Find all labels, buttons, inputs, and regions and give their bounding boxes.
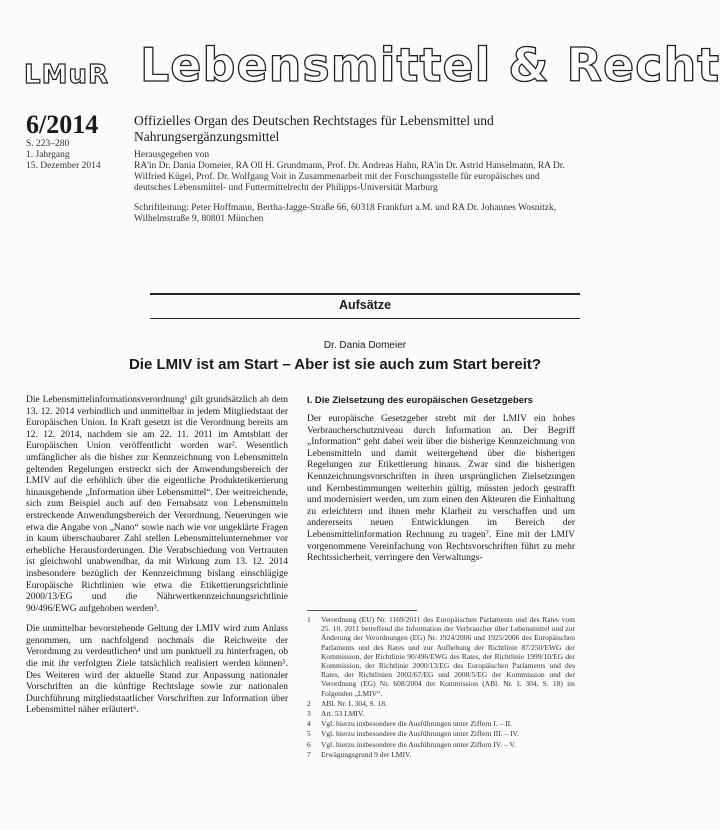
footnote-text: Erwägungsgrund 9 der LMIV.: [321, 749, 412, 759]
left-column: [26, 395, 288, 726]
paragraph: Die Lebensmittelinformationsverordnung¹ gilt grundsätzlich ab dem 13. 12. 2014 verbindlich und unmittelbar in jedem Mitgliedstaat der Europäischen Union. In Kraft gesetzt ist die Verordnung bereits am 12. 12. 2014, nachdem sie am 22. 11. 2011 im Amtsblatt der Europäischen Union veröffentlicht worden war². Wesentlich umfänglicher als die bisher zur Kennzeichnung von Lebensmitteln geltenden Regelungen erstreckt sich der Anwendungsbereich der LMIV auf die erhöhlich über die eigentliche Produktetikettierung hinausgehende „Information über Lebensmittel“. Der weitreichende, sich zum Beispiel auch auf den Fernabsatz von Lebensmitteln erstreckende Anwendungsbereich der Verordnung, Neuerungen wie etwa die Angabe von „Nano“ sowie nach wie vor ungeklärte Fragen in kaum überschaubarer Zahl stellen Lebensmittelunternehmer vor erhebliche Herausforderungen. Die Verabschiedung von Vertrauten ist gleichwohl unabwendbar, da mit Wirkung zum 13. 12. 2014 insbesondere bezüglich der Kennzeichnung bislang einschlägige Europäische Richtlinien wie etwa die Etikettierungsrichtlinie 2000/13/EG und die Nährwertkennzeichnungsrichtlinie 90/496/EWG aufgehoben werden³.: [26, 395, 288, 614]
footnote-number: 7: [307, 749, 311, 759]
footnote-number: 4: [307, 719, 311, 729]
footnote-number: 3: [307, 709, 311, 719]
section-heading: Aufsätze: [338, 298, 392, 312]
editors-label: Herausgegeben von: [134, 150, 210, 160]
issue-meta: [26, 139, 101, 172]
footnote: [307, 615, 575, 698]
editors-block: [134, 150, 574, 194]
paragraph: Die unmittelbar bevorstehende Geltung der LMIV wird zum Anlass genommen, um nachfolgend nochmals die Reichweite der Verordnung zu verdeutlichen⁴ und um punktuell zu hinterfragen, ob die mit ihr verfolgten Ziele tatsächlich realisiert werden können⁵. Des Weiteren wird der aktuelle Stand zur Anpassung nationaler Vorschriften an die künftige Rechtslage sowie zur nationalen Durchführung mitgliedstaatlicher Vorschriften zur Information über Lebensmittel näher erläutert⁶.: [26, 624, 288, 716]
journal-subtitle: Offizielles Organ des Deutschen Rechtstages für Lebensmittel und Nahrungsergänzungsmittel: [134, 113, 494, 144]
article-title: Die LMIV ist am Start – Aber ist sie auch zum Start bereit?: [128, 356, 542, 373]
footnote-text: Vgl. hierzu insbesondere die Ausführungen unter Ziffern I. – II.: [321, 719, 513, 729]
footnote-text: ABl. Nr. L 304, S. 18.: [321, 698, 387, 708]
footnote: [307, 699, 575, 708]
footnote: [307, 729, 575, 738]
footnote: [307, 719, 575, 728]
section-rule-bottom: [150, 318, 580, 319]
article-author: Dr. Dania Domeier: [323, 340, 407, 351]
right-column: [307, 414, 575, 574]
issue-number: 6/2014: [26, 110, 99, 139]
journal-logo-small: LMuR: [24, 60, 109, 90]
footnote-text: Vgl. hierzu insbesondere die Ausführungen unter Ziffern III. – IV.: [321, 729, 520, 739]
footnote-number: 6: [307, 739, 311, 749]
footnote: [307, 709, 575, 718]
footnote-number: 1: [307, 615, 311, 624]
section-rule-top: [150, 293, 580, 295]
footnote-number: 5: [307, 729, 311, 739]
editorial-management: Schriftleitung: Peter Hoffmann, Bertha-Jagge-Straße 66, 60318 Frankfurt a.M. und RA Dr. Johannes Wosnitzk, Wilhelmstraße 9, 80801 München: [134, 203, 557, 224]
page-range: S. 223–280: [26, 139, 70, 149]
footnote-text: Verordnung (EU) Nr. 1169/2011 des Europäischen Parlaments und des Rates vom 25. 10. 2011 betreffend die Information der Verbraucher über Lebensmittel und zur Änderung der Verordnungen (EG) Nr. 1924/2006 und 1925/2006 des Europäischen Parlaments und des Rates und zur Aufhebung der Richtlinie 87/250/EWG der Kommission, der Richtlinie 90/496/EWG des Rates, der Richtlinie 1999/10/EG der Kommission, der Richtlinie 2000/13/EG des Europäischen Parlaments und des Rates, der Richtlinien 2002/67/EG und 2008/5/EG der Kommission und der Verordnung (EG) Nr. 608/2004 der Kommission (ABl. Nr. L 304, S. 18) im Folgenden „LMIV“.: [321, 615, 575, 698]
footnotes: [307, 615, 575, 760]
footnote-text: Vgl. hierzu insbesondere die Ausführungen unter Ziffern IV. – V.: [321, 739, 516, 749]
editors-text: RA'in Dr. Dania Domeier, RA Oll H. Grundmann, Prof. Dr. Andreas Hahn, RA'in Dr. Astrid Hanselmann, RA Dr. Wilfried Kügel, Prof. Dr. Wolfgang Voit in Zusammenarbeit mit der Forschungsstelle für europäisches und deutsches Lebensmittel- und Futtermittelrecht der Philipps-Universität Marburg: [134, 161, 565, 193]
issue-date: 15. Dezember 2014: [26, 161, 101, 171]
journal-logo-title: Lebensmittel & Recht: [140, 38, 720, 92]
footnote: [307, 750, 575, 759]
footnote-rule: [307, 610, 417, 611]
subsection-heading: I. Die Zielsetzung des europäischen Gesetzgebers: [307, 395, 533, 406]
footnote-number: 2: [307, 698, 311, 708]
footnote: [307, 740, 575, 749]
footnote-text: Art. 53 LMIV.: [321, 709, 365, 719]
paragraph: Der europäische Gesetzgeber strebt mit der LMIV ein hohes Verbraucherschutzniveau durch Information an. Der Begriff „Information“ geht dabei weit über die bisherige Kennzeichnung von Lebensmitteln und damit weitergehend über die bisherigen Regelungen zur Etikettierung hinaus. Zwar sind die bisherigen Kennzeichnungsvorschriften in ihren ursprünglichen Zielsetzungen und Kernbestimmungen weiterhin gültig, müssten jedoch gestrafft und modernisiert werden, um zum einen den Akteuren die Einhaltung zu erleichtern und ihnen mehr Klarheit zu verschaffen und um andererseits neuen Entwicklungen im Bereich der Lebensmittelinformation Rechnung zu tragen⁷. Eine mit der LMIV vorgenommene Vereinfachung von Rechtsvorschriften führt zu mehr Rechtssicherheit, verringere den Verwaltungs-: [307, 414, 575, 564]
volume: 1. Jahrgang: [26, 150, 70, 160]
